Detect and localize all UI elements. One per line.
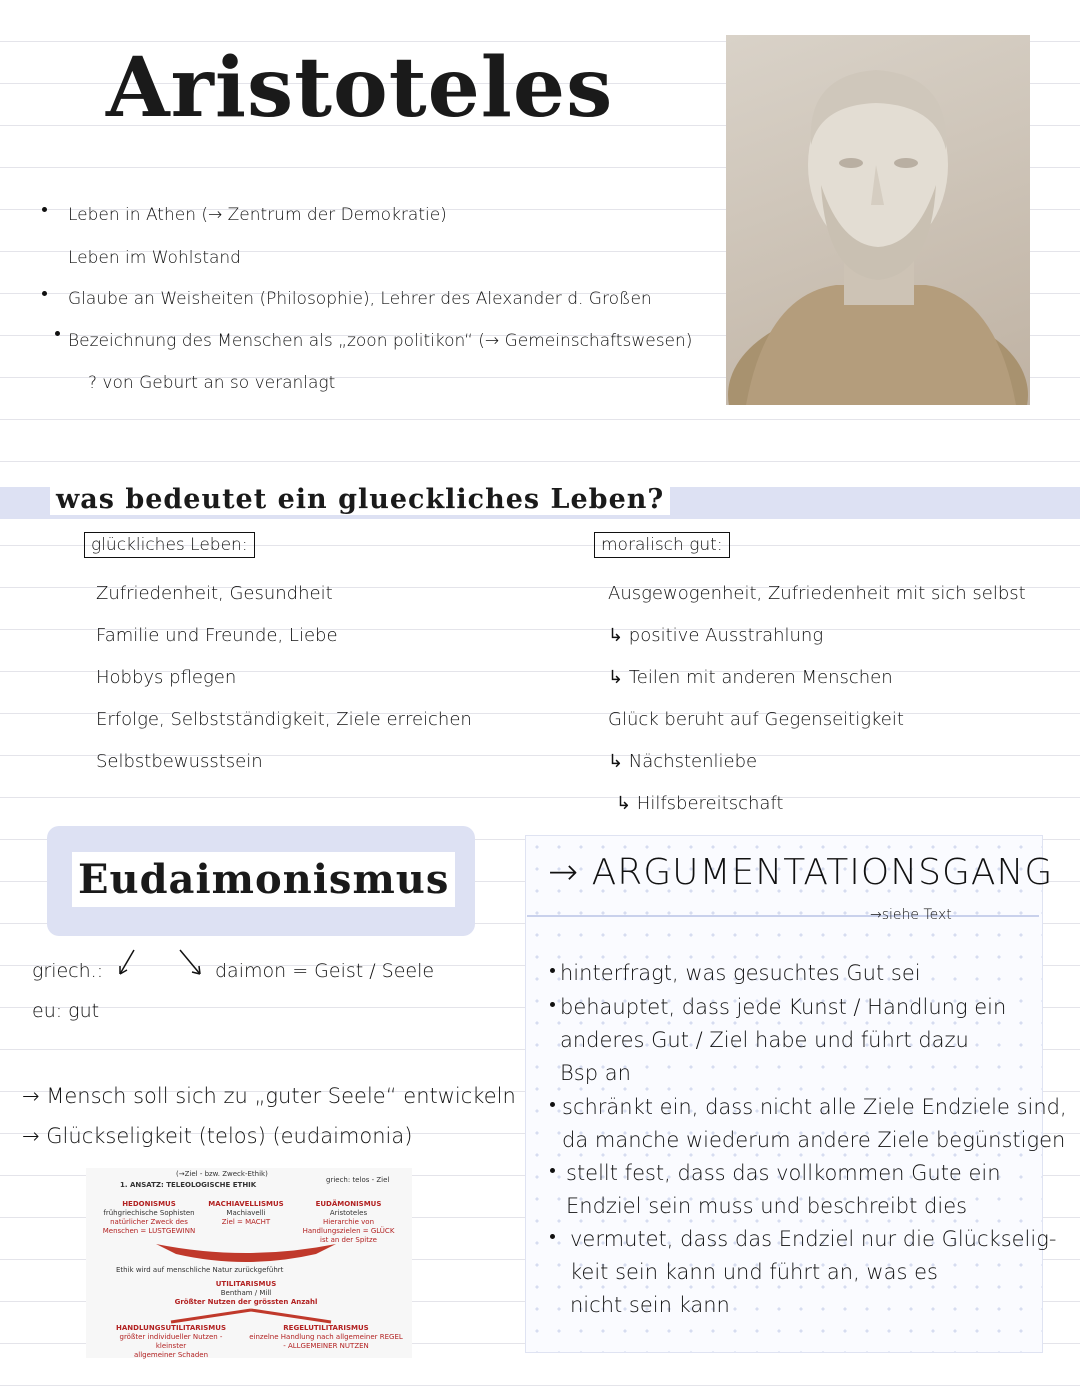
label-glueckliches-leben: glückliches Leben:	[84, 532, 255, 558]
bio-item: Leben in Athen (→ Zentrum der Demokratie)	[68, 205, 447, 225]
eud-point: → Glückseligkeit (telos) (eudaimonia)	[22, 1124, 413, 1148]
list-item: ↳ positive Ausstrahlung	[608, 625, 824, 646]
bullet-dot	[550, 1234, 555, 1239]
diagram-note-top: (→Ziel - bzw. Zweck-Ethik)	[176, 1170, 268, 1178]
eu-definition: eu: gut	[32, 1000, 100, 1022]
arg-point: stellt fest, dass das vollkommen Gute ein Endziel sein muss und beschreibt dies	[566, 1161, 1001, 1218]
bullet-dot	[55, 331, 60, 336]
eud-point: → Mensch soll sich zu „guter Seele“ entwickeln	[22, 1084, 516, 1108]
list-item: ↳ Nächstenliebe	[608, 751, 758, 772]
bullet-dot	[42, 207, 47, 212]
bullet-dot	[42, 291, 47, 296]
section-title-glueckliches-leben: was bedeutet ein glueckliches Leben?	[50, 484, 670, 515]
diagram-regelutilitarismus: REGELUTILITARISMUS einzelne Handlung nach allgemeiner REGEL - ALLGEMEINER NUTZEN	[249, 1324, 403, 1350]
eudaimonismus-title: Eudaimonismus	[72, 852, 455, 907]
list-item: ↳ Hilfsbereitschaft	[616, 793, 784, 814]
arg-point: hinterfragt, was gesuchtes Gut sei	[560, 961, 921, 985]
bullet-dot	[550, 1002, 555, 1007]
bullet-dot	[550, 968, 555, 973]
diagram-handlungsutilitarismus: HANDLUNGSUTILITARISMUS größter individueller Nutzen - kleinster allgemeiner Schaden	[116, 1324, 226, 1359]
diagram-col-eudaemonismus: EUDÄMONISMUS Aristoteles Hierarchie von Handlungszielen = GLÜCK ist an der Spitze	[302, 1200, 395, 1244]
list-item: Familie und Freunde, Liebe	[96, 625, 338, 646]
list-item: Hobbys pflegen	[96, 667, 237, 688]
list-item: Erfolge, Selbstständigkeit, Ziele erreichen	[96, 709, 472, 730]
bullet-dot	[550, 1168, 555, 1173]
bio-item: Leben im Wohlstand	[68, 248, 241, 268]
diagram-arrow-merge	[146, 1240, 346, 1266]
label-moralisch-gut: moralisch gut:	[594, 532, 730, 558]
diagram-col-machiavellismus: MACHIAVELLISMUS Machiavelli Ziel = MACHT	[208, 1200, 284, 1226]
griech-label: griech.:	[32, 960, 104, 982]
arg-point: behauptet, dass jede Kunst / Handlung ein anderes Gut / Ziel habe und führt dazu Bsp an	[560, 995, 1007, 1085]
bio-item: Bezeichnung des Menschen als „zoon politikon“ (→ Gemeinschaftswesen)	[68, 331, 693, 351]
diagram-arrow-split	[156, 1308, 346, 1324]
bio-item: Glaube an Weisheiten (Philosophie), Lehrer des Alexander d. Großen	[68, 289, 652, 309]
siehe-text-note: →siehe Text	[870, 907, 952, 923]
glueck-list	[96, 573, 472, 783]
daimon-definition: daimon = Geist / Seele	[215, 960, 435, 982]
list-item: Ausgewogenheit, Zufriedenheit mit sich selbst	[608, 583, 1026, 604]
diagram-col-hedonismus: HEDONISMUS frühgriechische Sophisten natürlicher Zweck des Menschen = LUSTGEWINN	[102, 1200, 196, 1235]
list-item: ↳ Teilen mit anderen Menschen	[608, 667, 893, 688]
diagram-utilitarismus: UTILITARISMUS Bentham / Mill Größter Nutzen der grössten Anzahl	[174, 1280, 318, 1306]
teleologische-ethik-diagram	[86, 1168, 412, 1358]
divider	[527, 915, 1039, 917]
bust-illustration	[726, 35, 1030, 405]
bio-item: ? von Geburt an so veranlagt	[88, 373, 336, 393]
split-arrows-icon	[110, 946, 210, 980]
list-item: Zufriedenheit, Gesundheit	[96, 583, 333, 604]
diagram-note-telos: griech: telos - Ziel	[326, 1176, 390, 1184]
diagram-mid-note: Ethik wird auf menschliche Natur zurückgeführt	[116, 1266, 284, 1274]
arg-point: vermutet, dass das Endziel nur die Glückselig- keit sein kann und führt an, was es nicht sein kann	[570, 1227, 1057, 1317]
arg-point: schränkt ein, dass nicht alle Ziele Endziele sind, da manche wiederum andere Ziele begünstigen	[562, 1095, 1067, 1152]
bullet-dot	[550, 1102, 555, 1107]
list-item: Selbstbewusstsein	[96, 751, 263, 772]
page-title: Aristoteles	[106, 40, 614, 136]
aristotle-bust-image	[726, 35, 1030, 405]
moral-list	[608, 573, 1026, 825]
list-item: Glück beruht auf Gegenseitigkeit	[608, 709, 904, 730]
argumentationsgang-heading: → ARGUMENTATIONSGANG	[548, 852, 1054, 893]
diagram-heading: 1. ANSATZ: TELEOLOGISCHE ETHIK	[120, 1181, 257, 1189]
